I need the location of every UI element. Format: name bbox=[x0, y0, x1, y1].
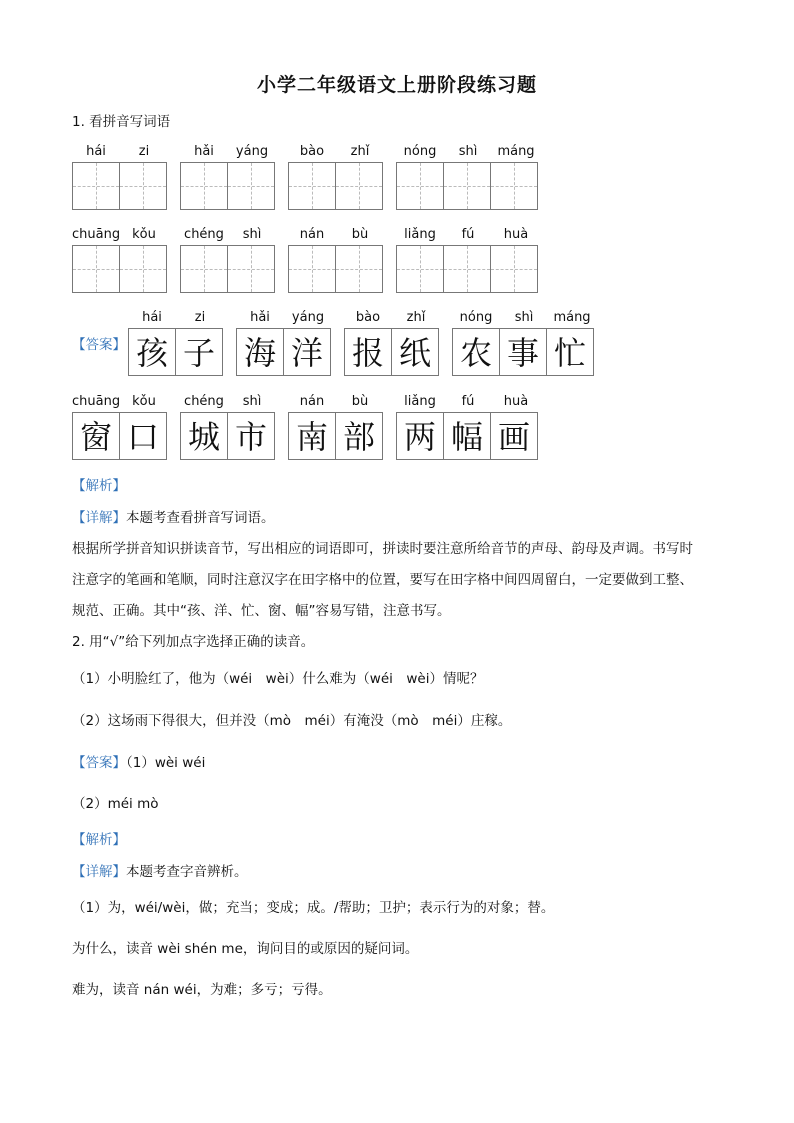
answer-character: 忙 bbox=[553, 334, 586, 372]
writing-cell[interactable] bbox=[119, 245, 167, 293]
answer-character: 城 bbox=[187, 418, 220, 456]
q1-detail-tag: 【详解】 bbox=[72, 510, 126, 526]
writing-cell[interactable] bbox=[335, 245, 383, 293]
q2-answer-1-text: （1）wèi wéi bbox=[126, 755, 206, 771]
writing-cell[interactable] bbox=[288, 162, 336, 210]
pinyin-syllable: shì bbox=[458, 144, 478, 159]
writing-cell[interactable] bbox=[119, 162, 167, 210]
q2-answer-1 bbox=[72, 751, 205, 771]
tianzige-cells bbox=[236, 328, 330, 376]
answer-cell bbox=[119, 412, 167, 460]
writing-cell[interactable] bbox=[490, 162, 538, 210]
q1-explain-line: 规范、正确。其中“孩、洋、忙、窗、幅”容易写错，注意书写。 bbox=[72, 603, 451, 619]
writing-cell[interactable] bbox=[72, 245, 120, 293]
pinyin-syllable: máng bbox=[497, 144, 535, 159]
tianzige-cells bbox=[344, 328, 438, 376]
answer-cell bbox=[180, 412, 228, 460]
pinyin-syllable: zi bbox=[138, 144, 150, 159]
writing-cell[interactable] bbox=[72, 162, 120, 210]
answer-cell bbox=[490, 412, 538, 460]
answer-cell bbox=[335, 412, 383, 460]
tianzige-cells bbox=[128, 328, 222, 376]
question-1-heading: 1. 看拼音写词语 bbox=[72, 114, 171, 130]
pinyin-syllable: fú bbox=[461, 394, 475, 409]
pinyin-syllable: zhǐ bbox=[406, 310, 426, 325]
pinyin-syllable: chéng bbox=[184, 394, 224, 409]
answer-character: 子 bbox=[182, 334, 215, 372]
answer-cell bbox=[283, 328, 331, 376]
answer-character: 部 bbox=[342, 418, 375, 456]
answer-cell bbox=[443, 412, 491, 460]
answer-cell bbox=[396, 412, 444, 460]
tianzige-cells bbox=[72, 245, 166, 293]
q2-explain-line: （1）为，wéi/wèi，做；充当；变成；成。/帮助；卫护；表示行为的对象；替。 bbox=[72, 900, 555, 916]
tianzige-cells bbox=[288, 162, 382, 210]
q1-answer-tag: 【答案】 bbox=[72, 337, 126, 353]
tianzige-cells bbox=[72, 162, 166, 210]
pinyin-syllable: chuāng bbox=[72, 227, 121, 242]
pinyin-syllable: bù bbox=[351, 227, 369, 242]
pinyin-syllable: bù bbox=[351, 394, 369, 409]
writing-cell[interactable] bbox=[288, 245, 336, 293]
writing-cell[interactable] bbox=[396, 245, 444, 293]
pinyin-syllable: chéng bbox=[184, 227, 224, 242]
q2-explain-line: 难为，读音 nán wéi，为难；多亏；亏得。 bbox=[72, 982, 332, 998]
answer-cell bbox=[344, 328, 392, 376]
page-title: 小学二年级语文上册阶段练习题 bbox=[256, 74, 537, 96]
answer-cell bbox=[452, 328, 500, 376]
q2-detail bbox=[72, 860, 248, 880]
pinyin-syllable: hái bbox=[86, 144, 106, 159]
q1-analysis-tag: 【解析】 bbox=[72, 478, 126, 494]
answer-character: 孩 bbox=[135, 334, 168, 372]
answer-character: 窗 bbox=[79, 418, 112, 456]
pinyin-syllable: bào bbox=[299, 144, 325, 159]
q1-detail-text: 本题考查看拼音写词语。 bbox=[126, 510, 275, 526]
pinyin-syllable: fú bbox=[461, 227, 475, 242]
answer-character: 事 bbox=[506, 334, 539, 372]
pinyin-syllable: huà bbox=[503, 394, 529, 409]
answer-character: 洋 bbox=[290, 334, 323, 372]
writing-cell[interactable] bbox=[180, 245, 228, 293]
pinyin-syllable: zi bbox=[194, 310, 206, 325]
tianzige-cells bbox=[180, 412, 274, 460]
answer-cell bbox=[175, 328, 223, 376]
q2-answer-2: （2）méi mò bbox=[72, 796, 159, 812]
pinyin-syllable: yáng bbox=[291, 310, 325, 325]
answer-character: 海 bbox=[243, 334, 276, 372]
pinyin-syllable: kǒu bbox=[132, 394, 156, 409]
pinyin-syllable: shì bbox=[514, 310, 534, 325]
answer-character: 纸 bbox=[398, 334, 431, 372]
pinyin-syllable: liǎng bbox=[404, 227, 436, 242]
answer-character: 两 bbox=[403, 418, 436, 456]
pinyin-syllable: zhǐ bbox=[350, 144, 370, 159]
q2-explain-line: 为什么，读音 wèi shén me，询问目的或原因的疑问词。 bbox=[72, 941, 419, 957]
writing-cell[interactable] bbox=[180, 162, 228, 210]
pinyin-syllable: hǎi bbox=[194, 144, 214, 159]
pinyin-syllable: hǎi bbox=[250, 310, 270, 325]
writing-cell[interactable] bbox=[227, 162, 275, 210]
tianzige-cells bbox=[396, 412, 537, 460]
pinyin-syllable: nán bbox=[299, 227, 325, 242]
pinyin-syllable: nóng bbox=[459, 310, 493, 325]
answer-cell bbox=[546, 328, 594, 376]
answer-character: 画 bbox=[497, 418, 530, 456]
pinyin-syllable: kǒu bbox=[132, 227, 156, 242]
question-2-heading: 2. 用“√”给下列加点字选择正确的读音。 bbox=[72, 634, 315, 650]
tianzige-cells bbox=[72, 412, 166, 460]
pinyin-syllable: nán bbox=[299, 394, 325, 409]
writing-cell[interactable] bbox=[443, 245, 491, 293]
pinyin-syllable: shì bbox=[242, 227, 262, 242]
pinyin-syllable: huà bbox=[503, 227, 529, 242]
q2-item: （2）这场雨下得很大，但并没（mò méi）有淹没（mò méi）庄稼。 bbox=[72, 713, 512, 729]
pinyin-syllable: máng bbox=[553, 310, 591, 325]
pinyin-syllable: shì bbox=[242, 394, 262, 409]
writing-cell[interactable] bbox=[227, 245, 275, 293]
q2-detail-tag: 【详解】 bbox=[72, 864, 126, 880]
pinyin-syllable: hái bbox=[142, 310, 162, 325]
tianzige-cells bbox=[288, 412, 382, 460]
answer-cell bbox=[288, 412, 336, 460]
writing-cell[interactable] bbox=[443, 162, 491, 210]
q2-detail-text: 本题考查字音辨析。 bbox=[126, 864, 248, 880]
answer-cell bbox=[227, 412, 275, 460]
tianzige-cells bbox=[452, 328, 593, 376]
tianzige-cells bbox=[180, 245, 274, 293]
pinyin-syllable: bào bbox=[355, 310, 381, 325]
q1-explain-line: 根据所学拼音知识拼读音节，写出相应的词语即可，拼读时要注意所给音节的声母、韵母及声调。书写时 bbox=[72, 541, 693, 557]
answer-cell bbox=[72, 412, 120, 460]
writing-cell[interactable] bbox=[490, 245, 538, 293]
q2-answer-tag: 【答案】 bbox=[72, 755, 126, 771]
writing-cell[interactable] bbox=[335, 162, 383, 210]
pinyin-syllable: liǎng bbox=[404, 394, 436, 409]
q1-detail bbox=[72, 506, 275, 526]
answer-cell bbox=[391, 328, 439, 376]
pinyin-syllable: chuāng bbox=[72, 394, 121, 409]
answer-character: 报 bbox=[351, 334, 384, 372]
answer-character: 口 bbox=[126, 418, 159, 456]
q2-analysis-tag: 【解析】 bbox=[72, 832, 126, 848]
answer-character: 市 bbox=[234, 418, 267, 456]
tianzige-cells bbox=[180, 162, 274, 210]
q1-explain-line: 注意字的笔画和笔顺，同时注意汉字在田字格中的位置，要写在田字格中间四周留白，一定要做到工整、 bbox=[72, 572, 693, 588]
pinyin-syllable: nóng bbox=[403, 144, 437, 159]
answer-character: 农 bbox=[459, 334, 492, 372]
q2-item: （1）小明脸红了，他为（wéi wèi）什么难为（wéi wèi）情呢？ bbox=[72, 671, 484, 687]
writing-cell[interactable] bbox=[396, 162, 444, 210]
answer-cell bbox=[499, 328, 547, 376]
answer-character: 幅 bbox=[450, 418, 483, 456]
tianzige-cells bbox=[396, 245, 537, 293]
tianzige-cells bbox=[396, 162, 537, 210]
answer-cell bbox=[128, 328, 176, 376]
pinyin-syllable: yáng bbox=[235, 144, 269, 159]
answer-character: 南 bbox=[295, 418, 328, 456]
answer-cell bbox=[236, 328, 284, 376]
tianzige-cells bbox=[288, 245, 382, 293]
